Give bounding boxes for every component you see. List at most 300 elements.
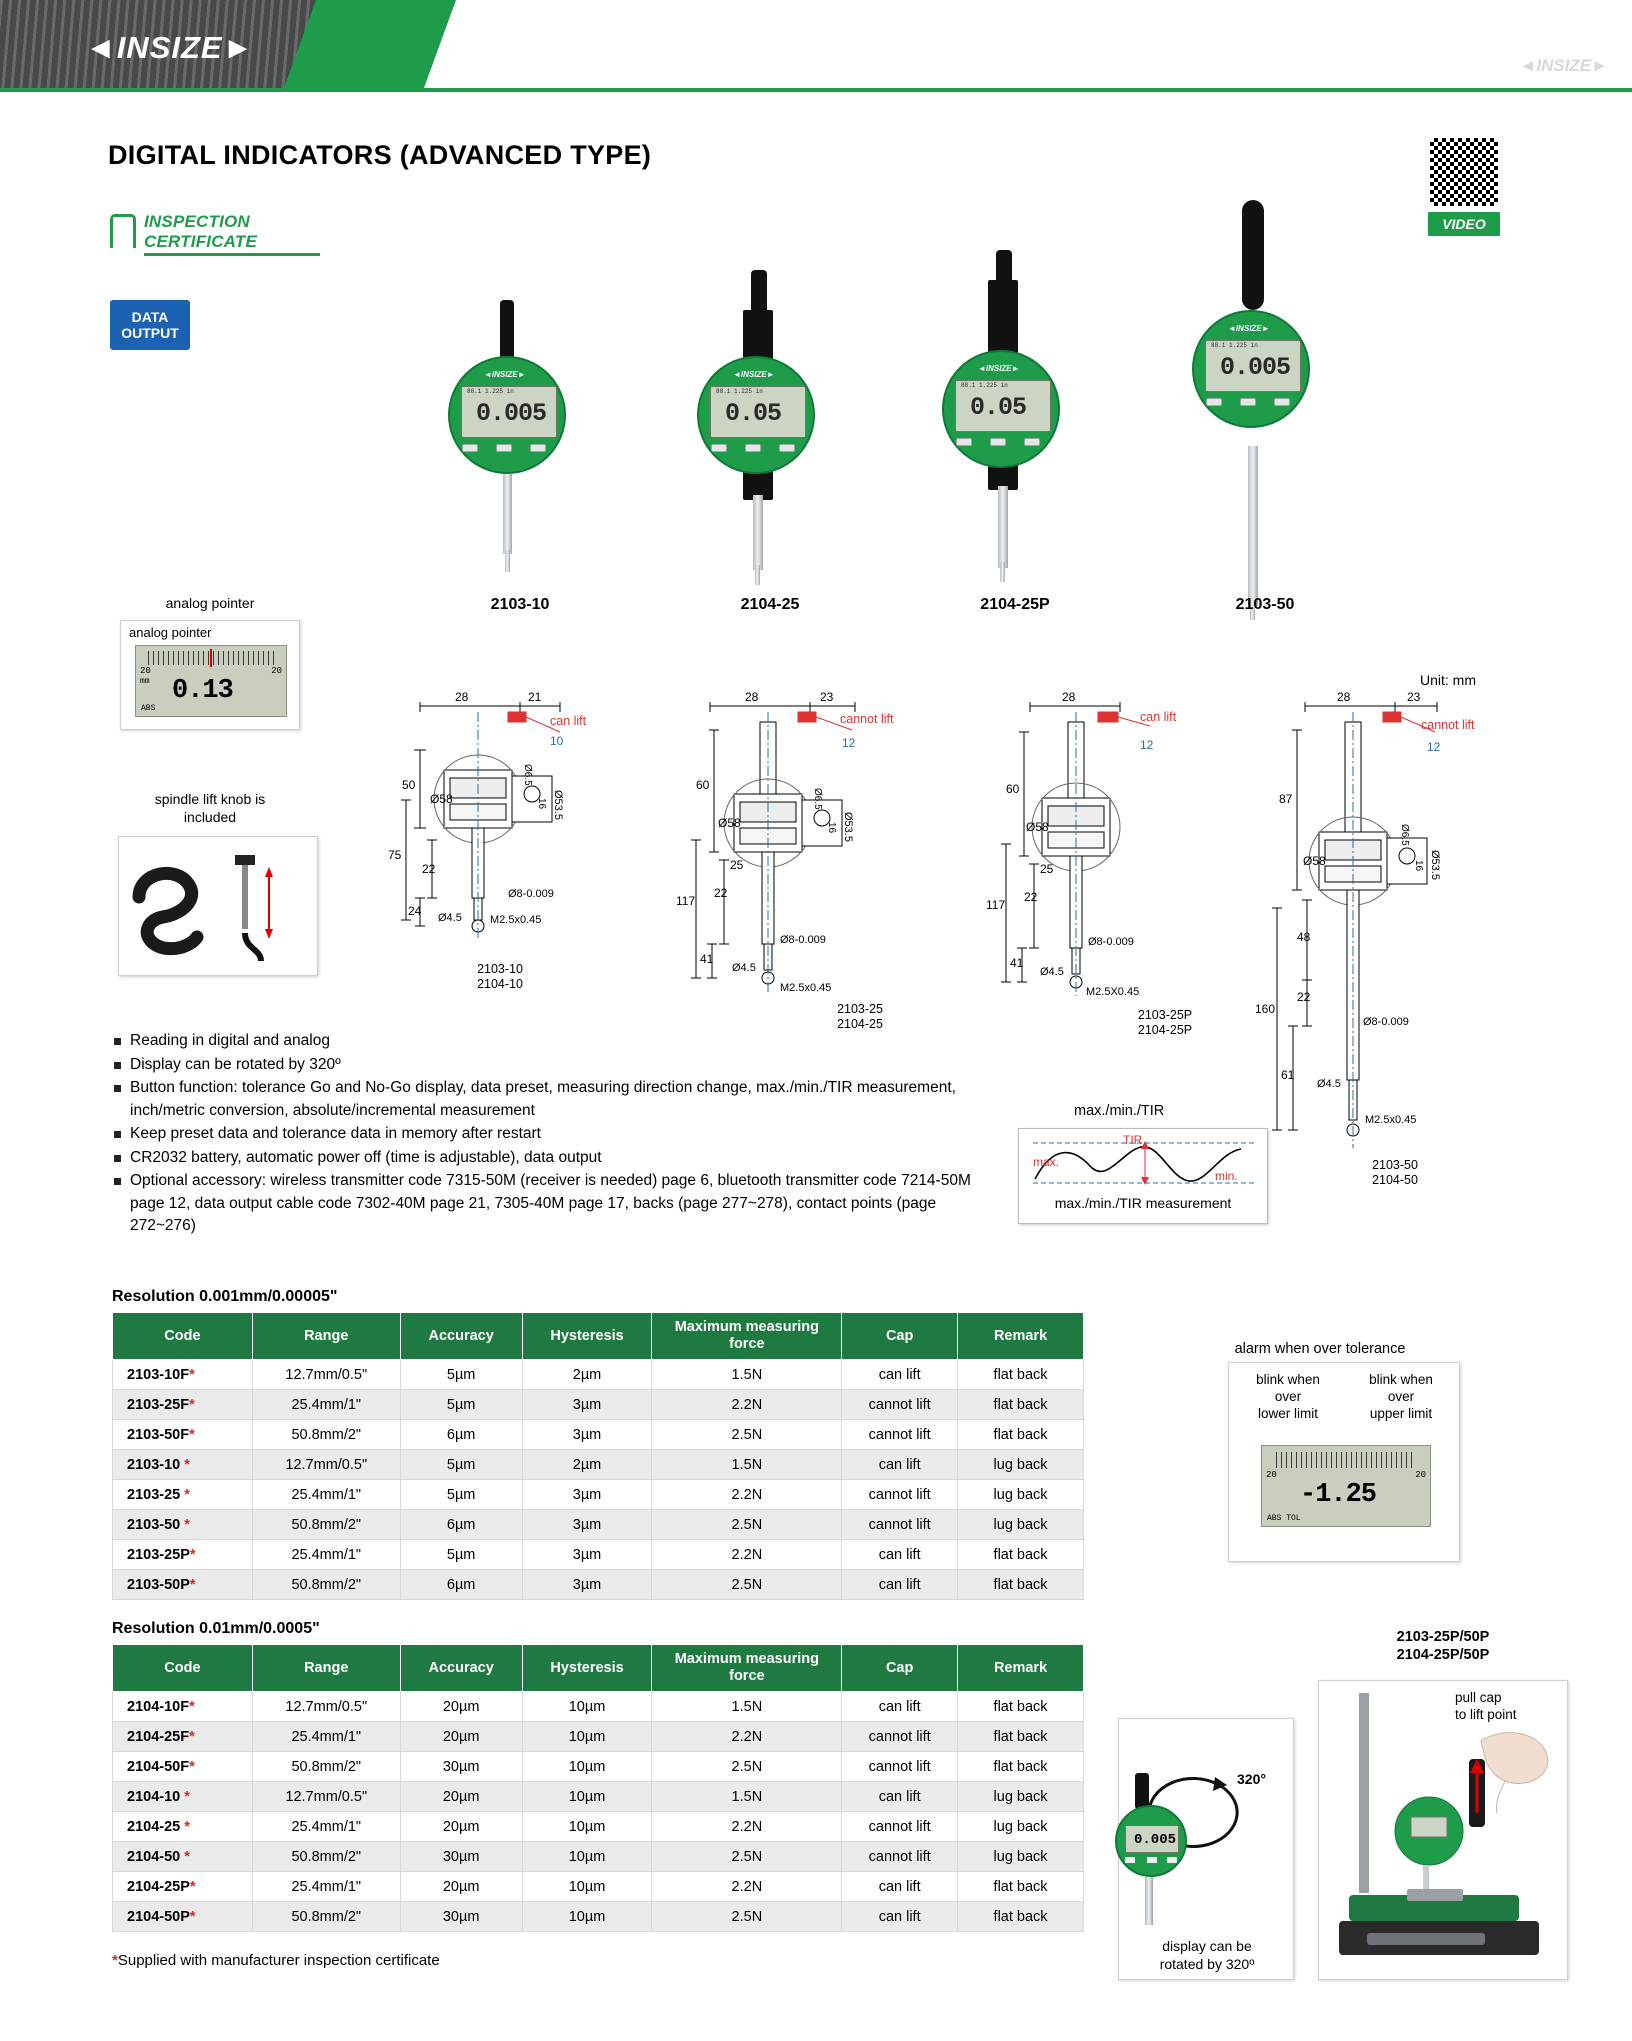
code-text: 2104-50P xyxy=(127,1908,190,1925)
drawing-caption-2103-25 xyxy=(770,1002,950,1032)
feature-list xyxy=(112,1030,992,1239)
spindle xyxy=(753,495,763,570)
drawing-svg-2103-50 xyxy=(1265,690,1505,1230)
spindle-caption-line2: included xyxy=(183,809,237,825)
cell-accuracy: 5µm xyxy=(400,1390,522,1420)
dim-16: 16 xyxy=(1413,860,1424,872)
cell-remark: lug back xyxy=(958,1782,1084,1812)
code-text: 2103-10 xyxy=(127,1456,181,1473)
dim-12: 12 xyxy=(842,736,856,750)
dim-60: 60 xyxy=(1006,782,1020,796)
button-zero[interactable] xyxy=(1274,398,1290,406)
cell-accuracy: 30µm xyxy=(400,1842,522,1872)
cell-hysteresis: 10µm xyxy=(522,1842,652,1872)
product-code-2104-25: 2104-25 xyxy=(740,596,800,613)
cell-code xyxy=(113,1420,253,1450)
cell-remark: lug back xyxy=(958,1842,1084,1872)
stand-title xyxy=(1318,1628,1568,1664)
cell-hysteresis: 2µm xyxy=(522,1450,652,1480)
dim-12: 12 xyxy=(1140,738,1154,752)
button-row[interactable] xyxy=(1204,398,1302,408)
dim-16: 16 xyxy=(536,798,547,810)
product-illustration-2103-50 xyxy=(1180,200,1350,620)
table-row xyxy=(113,1420,1084,1450)
alarm-mode: ABS TOL xyxy=(1267,1514,1301,1523)
lcd-value: 0.05 xyxy=(725,399,782,428)
dimension-drawing-2103-50 xyxy=(1255,690,1505,1230)
video-badge: VIDEO xyxy=(1428,212,1500,236)
dimension-drawing-2103-25 xyxy=(676,690,920,1031)
lcd-screen xyxy=(710,386,806,438)
cell-remark: flat back xyxy=(958,1752,1084,1782)
cell-force: 2.5N xyxy=(652,1902,842,1932)
table-row xyxy=(113,1872,1084,1902)
rotation-indicator-body xyxy=(1115,1805,1187,1877)
analog-lcd xyxy=(135,645,287,717)
lcd-value: 0.005 xyxy=(1220,353,1291,382)
label-cannot-lift: cannot lift xyxy=(1421,718,1475,732)
dim-thread: M2.5X0.45 xyxy=(1086,986,1140,998)
label-max: max. xyxy=(1033,1155,1060,1169)
code-text: 2104-25 xyxy=(127,1818,181,1835)
product-illustration-2104-25P xyxy=(930,250,1100,613)
dimension-drawing-2103-10 xyxy=(388,690,630,991)
cell-hysteresis: 10µm xyxy=(522,1752,652,1782)
cell-code xyxy=(113,1722,253,1752)
rotation-button-2[interactable] xyxy=(1147,1857,1157,1863)
dim-25: 25 xyxy=(730,858,744,872)
spindle xyxy=(998,486,1008,568)
cell-cap: cannot lift xyxy=(842,1420,958,1450)
cell-cap: cannot lift xyxy=(842,1752,958,1782)
label-tir: TIR xyxy=(1123,1133,1143,1147)
rotation-button-3[interactable] xyxy=(1167,1857,1177,1863)
cell-remark: flat back xyxy=(958,1540,1084,1570)
dim-22: 22 xyxy=(1024,890,1038,904)
lcd-screen xyxy=(461,386,557,438)
cell-accuracy: 6µm xyxy=(400,1570,522,1600)
dim-thread: M2.5x0.45 xyxy=(490,914,542,926)
analog-unit: mm xyxy=(140,677,150,686)
dim-thread: M2.5x0.45 xyxy=(1365,1114,1417,1126)
button-row[interactable] xyxy=(709,444,807,454)
cell-code xyxy=(113,1450,253,1480)
cell-hysteresis: 10µm xyxy=(522,1812,652,1842)
button-zero[interactable] xyxy=(779,444,795,452)
cell-force: 1.5N xyxy=(652,1450,842,1480)
certificate-line1: INSPECTION xyxy=(144,212,250,231)
th-cap: Cap xyxy=(842,1645,958,1692)
lcd-secondary: 88.1 1.225 in xyxy=(961,382,1008,389)
alarm-scale-left: 20 xyxy=(1266,1470,1277,1480)
th-hysteresis: Hysteresis xyxy=(522,1313,652,1360)
asterisk: * xyxy=(189,1698,195,1715)
cell-cap: can lift xyxy=(842,1782,958,1812)
asterisk: * xyxy=(189,1758,195,1775)
alarm-lcd xyxy=(1261,1445,1431,1527)
caption-line2: 2104-50 xyxy=(1372,1173,1418,1187)
cell-remark: flat back xyxy=(958,1722,1084,1752)
stand-panel xyxy=(1318,1680,1568,1980)
table-row xyxy=(113,1752,1084,1782)
table-row xyxy=(113,1692,1084,1722)
rotation-button-1[interactable] xyxy=(1125,1857,1135,1863)
asterisk: * xyxy=(189,1908,196,1925)
code-text: 2104-50F xyxy=(127,1758,190,1775)
cell-force: 2.2N xyxy=(652,1390,842,1420)
cell-cap: can lift xyxy=(842,1360,958,1390)
product-code-2103-10: 2103-10 xyxy=(490,596,550,613)
spindle-lift-knob-caption xyxy=(110,790,310,826)
cell-cap: can lift xyxy=(842,1902,958,1932)
table-row xyxy=(113,1842,1084,1872)
cell-force: 2.2N xyxy=(652,1872,842,1902)
table-row xyxy=(113,1540,1084,1570)
indicator-body xyxy=(1192,310,1310,428)
rotation-panel xyxy=(1118,1718,1294,1980)
table-row xyxy=(113,1390,1084,1420)
cell-range: 12.7mm/0.5" xyxy=(252,1692,400,1722)
code-text: 2103-50 xyxy=(127,1516,181,1533)
feature-item-1 xyxy=(112,1030,992,1053)
cell-force: 2.5N xyxy=(652,1420,842,1450)
asterisk: * xyxy=(184,1456,190,1473)
button-row[interactable] xyxy=(954,438,1052,448)
feature-item-6 xyxy=(112,1170,992,1238)
caption-line2: 2104-10 xyxy=(477,977,523,991)
cell-hysteresis: 10µm xyxy=(522,1902,652,1932)
alarm-upper-label xyxy=(1349,1371,1453,1422)
drawing-svg-2103-25 xyxy=(690,690,920,1020)
cell-range: 50.8mm/2" xyxy=(252,1420,400,1450)
cell-remark: lug back xyxy=(958,1450,1084,1480)
cell-force: 2.2N xyxy=(652,1480,842,1510)
cell-remark: flat back xyxy=(958,1360,1084,1390)
page-title: DIGITAL INDICATORS (ADVANCED TYPE) xyxy=(108,140,652,170)
dim-tip: Ø4.5 xyxy=(1040,966,1064,978)
feature-item-4 xyxy=(112,1123,992,1146)
th-accuracy: Accuracy xyxy=(400,1645,522,1692)
asterisk: * xyxy=(189,1426,195,1443)
alarm-left-line3: lower limit xyxy=(1257,1406,1318,1421)
cell-remark: lug back xyxy=(958,1812,1084,1842)
cell-remark: flat back xyxy=(958,1692,1084,1722)
stand-title-line1: 2103-25P/50P xyxy=(1396,1629,1490,1645)
dim-160: 160 xyxy=(1255,1002,1276,1016)
footnote-asterisk: * xyxy=(112,1952,118,1969)
button-zero[interactable] xyxy=(530,444,546,452)
cell-cap: can lift xyxy=(842,1540,958,1570)
dim-41: 41 xyxy=(700,952,714,966)
lcd-secondary: 88.1 1.225 in xyxy=(716,388,763,395)
th-range: Range xyxy=(252,1313,400,1360)
cell-code xyxy=(113,1510,253,1540)
asterisk: * xyxy=(184,1818,190,1835)
button-abs[interactable] xyxy=(1240,398,1256,406)
analog-pointer-caption: analog pointer xyxy=(165,595,255,611)
button-mode[interactable] xyxy=(1206,398,1222,406)
dim-87: 87 xyxy=(1279,792,1293,806)
table2-header-row xyxy=(113,1645,1084,1692)
alarm-title: alarm when over tolerance xyxy=(1234,1341,1406,1357)
button-zero[interactable] xyxy=(1024,438,1040,446)
cell-hysteresis: 10µm xyxy=(522,1872,652,1902)
cell-remark: flat back xyxy=(958,1420,1084,1450)
cell-force: 1.5N xyxy=(652,1360,842,1390)
feature-item-2 xyxy=(112,1054,992,1077)
dim-tip: Ø4.5 xyxy=(438,912,462,924)
lcd-value: 0.005 xyxy=(476,399,547,428)
drawing-svg-2103-25P xyxy=(1000,690,1210,1020)
rotation-caption xyxy=(1119,1937,1295,1973)
lift-cap xyxy=(1242,200,1264,310)
cell-code xyxy=(113,1480,253,1510)
logo-right-arrow: ► xyxy=(222,30,255,65)
dim-hole-6-5: Ø6.5 xyxy=(1399,824,1410,846)
table-row xyxy=(113,1450,1084,1480)
alarm-scale-ticks xyxy=(1276,1452,1416,1468)
lcd-value: 0.05 xyxy=(970,393,1027,422)
th-remark: Remark xyxy=(958,1313,1084,1360)
cell-range: 50.8mm/2" xyxy=(252,1842,400,1872)
data-output-badge xyxy=(110,300,190,350)
dim-22: 22 xyxy=(422,862,436,876)
rotation-caption-line1: display can be xyxy=(1162,1938,1252,1954)
alarm-right-line3: upper limit xyxy=(1369,1406,1433,1421)
dim-spindle: Ø8-0.009 xyxy=(1363,1016,1409,1028)
alarm-left-line2: over xyxy=(1274,1389,1302,1404)
alarm-tolerance-panel xyxy=(1228,1362,1460,1562)
feature-text-5: CR2032 battery, automatic power off (time is adjustable), data output xyxy=(130,1148,602,1166)
footnote-text: Supplied with manufacturer inspection certificate xyxy=(117,1952,440,1969)
indicator-body xyxy=(942,350,1060,468)
table-row xyxy=(113,1812,1084,1842)
dim-12: 12 xyxy=(1427,740,1441,754)
analog-pointer-inner-label: analog pointer xyxy=(129,625,212,640)
cell-accuracy: 5µm xyxy=(400,1540,522,1570)
button-mode[interactable] xyxy=(711,444,727,452)
label-can-lift: can lift xyxy=(1140,710,1177,724)
data-output-line2: OUTPUT xyxy=(121,325,179,341)
dim-16: 16 xyxy=(826,822,837,834)
th-range: Range xyxy=(252,1645,400,1692)
cell-force: 2.5N xyxy=(652,1510,842,1540)
dim-hole-6-5: Ø6.5 xyxy=(812,788,823,810)
cell-remark: flat back xyxy=(958,1872,1084,1902)
cell-accuracy: 30µm xyxy=(400,1902,522,1932)
cell-range: 12.7mm/0.5" xyxy=(252,1782,400,1812)
th-hysteresis: Hysteresis xyxy=(522,1645,652,1692)
cell-force: 2.2N xyxy=(652,1540,842,1570)
dim-tip: Ø4.5 xyxy=(1317,1078,1341,1090)
asterisk: * xyxy=(189,1878,196,1895)
dim-60: 60 xyxy=(696,778,710,792)
spindle-knob-drawing xyxy=(119,837,317,975)
stand-illustration xyxy=(1319,1681,1567,1979)
alarm-left-line1: blink when xyxy=(1256,1372,1320,1387)
dim-dia-58: Ø58 xyxy=(718,816,741,830)
stand-label-line1: pull cap xyxy=(1455,1690,1502,1705)
cell-cap: can lift xyxy=(842,1570,958,1600)
logo-text: INSIZE xyxy=(116,30,223,65)
stand-label xyxy=(1455,1689,1517,1723)
insize-logo xyxy=(85,30,254,66)
cell-cap: cannot lift xyxy=(842,1812,958,1842)
cell-hysteresis: 2µm xyxy=(522,1360,652,1390)
contact-point xyxy=(1000,562,1005,582)
dim-22: 22 xyxy=(714,886,728,900)
certificate-line2: CERTIFICATE xyxy=(144,232,258,251)
page-header xyxy=(0,0,1632,96)
lift-cap xyxy=(500,300,514,360)
th-force: Maximum measuring force xyxy=(652,1313,842,1360)
cell-remark: lug back xyxy=(958,1480,1084,1510)
resolution-0001-table xyxy=(112,1312,1084,1600)
dim-23: 23 xyxy=(1407,690,1421,704)
minmax-caption: max./min./TIR measurement xyxy=(1054,1195,1232,1211)
spindle xyxy=(503,474,512,554)
rotation-lcd-value: 0.005 xyxy=(1134,1832,1177,1848)
dim-24: 24 xyxy=(408,904,422,918)
dim-dia-58: Ø58 xyxy=(1026,820,1049,834)
code-text: 2103-25 xyxy=(127,1486,181,1503)
caption-line1: 2103-10 xyxy=(477,962,523,976)
button-abs[interactable] xyxy=(745,444,761,452)
cell-code xyxy=(113,1752,253,1782)
cell-cap: cannot lift xyxy=(842,1510,958,1540)
button-abs[interactable] xyxy=(990,438,1006,446)
cell-range: 25.4mm/1" xyxy=(252,1540,400,1570)
feature-text-2: Display can be rotated by 320º xyxy=(130,1055,341,1073)
cell-code xyxy=(113,1872,253,1902)
asterisk: * xyxy=(189,1396,195,1413)
cell-accuracy: 6µm xyxy=(400,1510,522,1540)
feature-text-1: Reading in digital and analog xyxy=(130,1032,330,1049)
lcd-screen xyxy=(955,380,1051,432)
cell-hysteresis: 3µm xyxy=(522,1540,652,1570)
dim-28: 28 xyxy=(745,690,759,704)
table-row xyxy=(113,1570,1084,1600)
dim-hole-6-5: Ø6.5 xyxy=(522,764,533,786)
table2-title: Resolution 0.01mm/0.0005" xyxy=(112,1620,320,1637)
dim-dia-58: Ø58 xyxy=(430,792,453,806)
dim-48: 48 xyxy=(1297,930,1311,944)
code-text: 2103-50F xyxy=(127,1426,190,1443)
cell-force: 2.5N xyxy=(652,1842,842,1872)
cell-cap: cannot lift xyxy=(842,1842,958,1872)
code-text: 2103-25F xyxy=(127,1396,190,1413)
table1-header-row xyxy=(113,1313,1084,1360)
cell-range: 25.4mm/1" xyxy=(252,1390,400,1420)
asterisk: * xyxy=(184,1486,190,1503)
cell-range: 25.4mm/1" xyxy=(252,1722,400,1752)
dim-61: 61 xyxy=(1281,1068,1295,1082)
button-abs[interactable] xyxy=(496,444,512,452)
asterisk: * xyxy=(184,1848,190,1865)
code-text: 2103-25P xyxy=(127,1546,190,1563)
rotation-angle-label: 320° xyxy=(1237,1771,1266,1787)
cell-range: 50.8mm/2" xyxy=(252,1510,400,1540)
feature-text-4: Keep preset data and tolerance data in memory after restart xyxy=(130,1125,541,1142)
certificate-underline xyxy=(144,253,320,256)
dim-75: 75 xyxy=(388,848,402,862)
lcd-secondary: 88.1 1.225 in xyxy=(467,388,514,395)
th-accuracy: Accuracy xyxy=(400,1313,522,1360)
cell-range: 25.4mm/1" xyxy=(252,1872,400,1902)
button-row[interactable] xyxy=(460,444,558,454)
alarm-scale-right: 20 xyxy=(1415,1470,1426,1480)
button-mode[interactable] xyxy=(462,444,478,452)
code-text: 2104-25F xyxy=(127,1728,190,1745)
unit-note: Unit: mm xyxy=(1420,672,1476,688)
cell-hysteresis: 3µm xyxy=(522,1570,652,1600)
drawing-svg-2103-10 xyxy=(400,690,630,980)
analog-value: 0.13 xyxy=(172,676,233,706)
th-cap: Cap xyxy=(842,1313,958,1360)
dim-117: 117 xyxy=(986,898,1006,912)
button-mode[interactable] xyxy=(956,438,972,446)
code-text: 2103-10F xyxy=(127,1366,190,1383)
asterisk: * xyxy=(189,1366,195,1383)
indicator-body xyxy=(697,356,815,474)
cell-code xyxy=(113,1812,253,1842)
rotation-cap xyxy=(1135,1773,1149,1809)
certificate-label xyxy=(144,212,257,252)
table-row xyxy=(113,1360,1084,1390)
product-illustration-2104-25 xyxy=(685,270,855,613)
spindle xyxy=(1248,446,1258,606)
cell-range: 50.8mm/2" xyxy=(252,1570,400,1600)
product-illustration-2103-10 xyxy=(440,300,600,613)
cell-cap: cannot lift xyxy=(842,1390,958,1420)
cell-hysteresis: 3µm xyxy=(522,1480,652,1510)
analog-needle xyxy=(210,649,212,667)
alarm-lower-label xyxy=(1237,1371,1339,1422)
cell-code xyxy=(113,1360,253,1390)
cell-hysteresis: 10µm xyxy=(522,1722,652,1752)
caption-line1: 2103-25P xyxy=(1137,1008,1193,1022)
dim-spindle: Ø8-0.009 xyxy=(780,934,826,946)
table1-title: Resolution 0.001mm/0.00005" xyxy=(112,1288,338,1305)
caption-line1: 2103-25 xyxy=(837,1002,883,1016)
header-rule xyxy=(0,88,1632,92)
qr-code xyxy=(1428,136,1500,208)
table-row xyxy=(113,1722,1084,1752)
cell-force: 2.5N xyxy=(652,1752,842,1782)
product-code-2104-25P: 2104-25P xyxy=(980,596,1050,613)
minmax-tir-box xyxy=(1018,1128,1268,1224)
table-row xyxy=(113,1480,1084,1510)
cell-range: 12.7mm/0.5" xyxy=(252,1450,400,1480)
cell-range: 25.4mm/1" xyxy=(252,1812,400,1842)
dim-28: 28 xyxy=(455,690,469,704)
code-text: 2103-50P xyxy=(127,1576,190,1593)
cell-accuracy: 20µm xyxy=(400,1782,522,1812)
asterisk: * xyxy=(184,1788,190,1805)
alarm-value: -1.25 xyxy=(1300,1480,1377,1510)
cell-range: 25.4mm/1" xyxy=(252,1480,400,1510)
cell-force: 1.5N xyxy=(652,1692,842,1722)
dim-22: 22 xyxy=(1297,990,1311,1004)
th-code: Code xyxy=(113,1645,253,1692)
spindle-lift-knob-panel xyxy=(118,836,318,976)
dim-tip: Ø4.5 xyxy=(732,962,756,974)
asterisk: * xyxy=(189,1546,196,1563)
cell-hysteresis: 3µm xyxy=(522,1390,652,1420)
cell-range: 12.7mm/0.5" xyxy=(252,1360,400,1390)
asterisk: * xyxy=(184,1516,190,1533)
data-output-line1: DATA xyxy=(131,309,169,325)
